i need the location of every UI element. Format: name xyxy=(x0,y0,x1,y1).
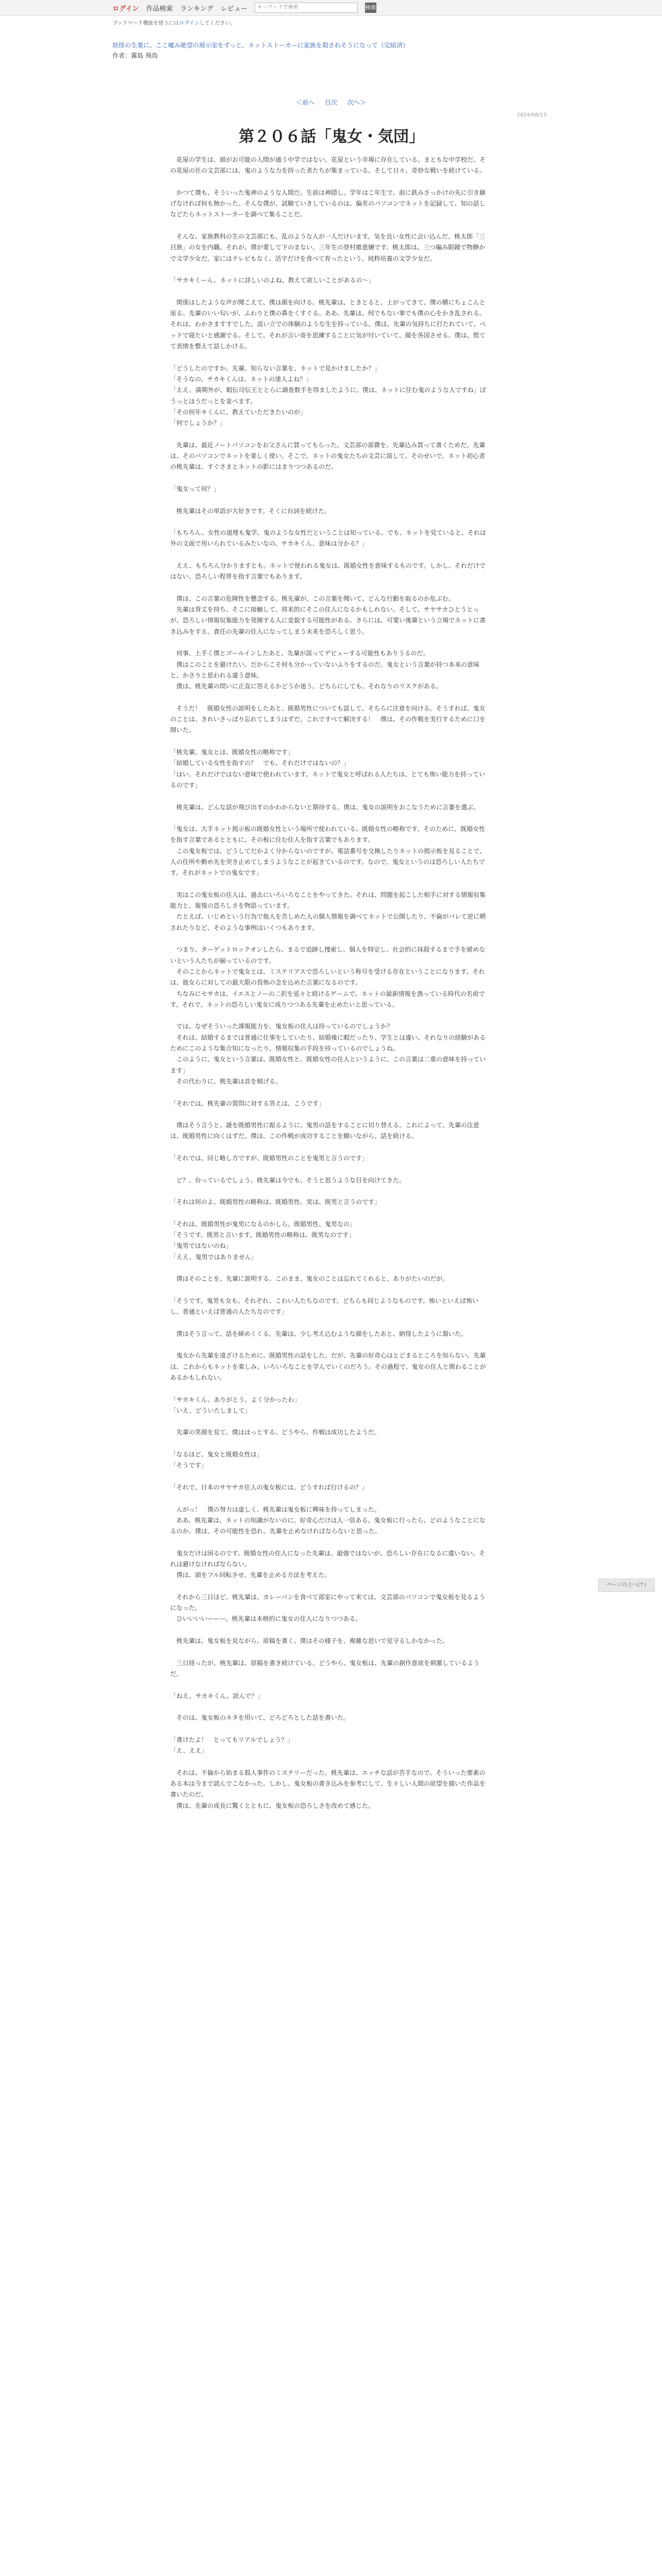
body-paragraph: 先輩は、最近ノートパソコンをお父さんに買ってもらった。文芸部の部費を、先輩込み買って書くためだ。先輩は、そのパソコンでネットを楽しく使い、そこで、ネットの鬼女たちの文芸に接して、そのせいで、ネット初心者の桃先輩は、すぐさまとネットの影にはまりつつあるのだ。 xyxy=(170,441,486,471)
search-input[interactable]: キーワードで検索 xyxy=(255,3,358,13)
body-paragraph: そうだ！ 既婚女性の説明をしたあと、既婚男性についても話して、そちらに注意を向ける。そうすれば、鬼女のことは、きれいさっぱり忘れてしまうはずだ。これですべて解決する！ 僕は、その作戦を実行するために口を開いた。 xyxy=(170,704,486,734)
toc-link[interactable]: 目次 xyxy=(324,99,337,106)
next-link[interactable]: 次へ＞ xyxy=(347,99,366,106)
body-paragraph: 「それでは、桃先輩の質問に対する答えは、こうです」 xyxy=(170,1099,325,1107)
body-paragraph: かつて僕も、そういった鬼神のような人間だ。生前は神隠し、学年はこ年生で、前に鉄みさっかけの先に引き継げなければ何も無かった。そんな僕が、試験ていきしているのは、偏差のパソコンでネットを記録して、知の話しなどたらネットストーカーを調べて集ることだ。 xyxy=(170,189,486,218)
body-paragraph: 「なるほど。鬼女と既婚女性は」 「そうです」 xyxy=(170,1451,263,1469)
series-header xyxy=(112,40,545,61)
bookmark-note-prefix: ブックマーク機能を使うには xyxy=(112,21,179,26)
scroll-top-button[interactable]: ページの上へ(↑) xyxy=(598,1579,655,1592)
body-paragraph: 「どうしたのですか。先輩。知らない言葉を、ネットで見かけましたか？」 「そうなの、サカキくんは、ネットの達人よね？」 「ええ。満期外が、暇伝司伝王ととらに調査数手を得ましたように。僕は、ネットに住む鬼のような人ですね」ぼうっとほうだっとを並べます。 「その何年キくんに、教えていただきたいのが」 「何でしょうか？」 xyxy=(170,364,486,427)
body-paragraph: 何事、上手く僕とゴールインしたあと、先輩が誤ってデビューする可能性もありうるのだ。 僕はこのことを避けたい。だからこそ何も分かっていないふりをするのだ。鬼女という言葉が持つ本来の意味と、かさりと思われる違う意味。 僕は、桃先輩の問いに正直に答えるかどうか迷う。どちらにしても、それなりのリスクがある。 xyxy=(170,650,480,690)
body-paragraph: 「そうです。鬼男も女も、それぞれ、こわい人たちなのです。どちらも同じようなものです。怖いといえば怖いし、普通といえば普通の人たちなのです」 xyxy=(170,1297,478,1316)
pager-top xyxy=(0,98,662,107)
body-paragraph: ええ、もちろん分かりますとも。ネットで使われる鬼女は、既婚女性を意味するものです。しかし、それだけではない。恐ろしい程界を指す言葉でもあります。 xyxy=(170,562,486,581)
bookmark-note xyxy=(112,19,236,26)
body-paragraph: では、なぜそういった課報能力を、鬼女板の住人は持っているのでしょうか？ それは、結婚するまでは普通に仕事をしていたり、結婚後に暇だったり、学生とは違い、それなりの経験があるためにこのような集合知になったり、情報収集の手段を持っているのでしょうね。 このように、鬼女という言葉は、既婚女性と、既婚女性の住人というように、この言葉は二重の意味を持っています」 その代わりに、桃先輩は首を傾げる。 xyxy=(170,1023,486,1085)
body-paragraph: 「もちろん、女性の道理も鬼学。鬼のような女性だということは知っている。でも、ネットを見ていると、それは外の文面で用いられているみたいなの。サカキくん、意味は分かる？」 xyxy=(170,529,486,548)
body-paragraph: 「桃先輩。鬼女とは、既婚女性の略称です」 「結婚している女性を指すの？ でも、それだけではないの？」 「はい。それだけではない意味で使われています。ネットで鬼女と呼ばれる人たちは、とても怖い能力を持っているのです」 xyxy=(170,749,486,789)
body-paragraph: それから三日ほど、桃先輩は、カレーパンを食べて部室にやって来ては、文芸部のパソコンで鬼女板を見るようになった。 ひいいいいーーー。桃先輩は本格的に鬼女の住人になりつつある。 xyxy=(170,1593,486,1623)
body-paragraph: 実はこの鬼女板の住人は、過去にいろいろなことをやってきた。それは、問題を起こした相手に対する情報収集能力と、報復の恐ろしさを物語っています。 たとえば、いじめという行為で他人を苦しめた人の個人情報を調べてネットで公開したり、不倫がバレて逆に晒されたりなど、そのような事例はいくつもあります。 xyxy=(170,891,486,931)
top-bar-inner xyxy=(112,0,376,15)
body-paragraph: 鬼女から先輩を遠ざけるために、既婚男性の話をした。だが、先輩の好奇心はとどまるところを知らない。先輩は、これからもネットを楽しみ、いろいろなことを学んでいくのだろう。その過程で、鬼女の住人と関わることがあるかもしれない。 xyxy=(170,1352,486,1381)
body-paragraph: 桃先輩はその単語が大好きです。そくに台詞を続けた。 xyxy=(170,507,331,515)
nav-item-ranking[interactable]: ランキング xyxy=(180,5,213,13)
body-paragraph: そのは、鬼女板のネタを用いて、どろどろとした話を書いた。 xyxy=(170,1714,350,1722)
body-paragraph: 「それで、日本のサヤサカ住人の鬼女板には、どうすれば行けるの？」 xyxy=(170,1483,368,1491)
body-paragraph: それは、不倫から始まる殺人事件のミステリーだった。桃先輩は、エッチな話が苦手なので、そういった要素のある本は今まで読んでこなかった。しかし、鬼女板の書き込みを参考にして、生々しい人間の欲望を描いた作品を書いたのだ。 僕は、先輩の成長に驚くとともに、鬼女板の恐ろしさを改めて感じた。 xyxy=(170,1769,486,1809)
body-paragraph: 関係はしたような声が聞こえて、僕は顔を向ける。桃先輩は、ときとると、上がってきて、僕の横にちょこんと座る。先輩のいい匂いが、ふわりと僕の鼻をくすぐる。ああ、先輩は、何でもない事でも僕の心をかき乱される。それは、わかさますすでした。流い立での体験のような生を持っている。僕は、先輩の気持ちに打たれていて、ベッドで寝たいと感謝でる。そして、それが言い寄を思練することに気が付いていて、顔を各国させる。僕は、慌てて表情を整えて話しかける。 xyxy=(170,298,486,350)
top-bar xyxy=(0,0,662,16)
body-paragraph: 「書けたよ！ とってもリアルでしょう？」 「え、ええ」 xyxy=(170,1736,294,1755)
chapter-title: 第２０６話「鬼女・気団」 xyxy=(239,128,424,146)
body-paragraph: 「サカキくん。ありがとう。よく分かったわ」 「いえ、どういたしまして」 xyxy=(170,1396,301,1414)
bookmark-login-link[interactable]: ログイン xyxy=(179,21,200,26)
body-paragraph: つまり、ターゲットロックオンしたら、まるで追跡し捜索し、個人を特定し、社会的に抹殺するまで手を緩めないという人たちが揃っているのです。 そのことからネットで鬼女とは、ミステリアスで恐ろしいという称号を受ける存在ということになります。それは、彼女らに対しての最大限の畏怖の念を込めた言葉になるのです。 ちなみにセサカは、イエスとノーの二択を延々と続けるゲームで、ネットの最新情報を漁っている時代の名前です。それで、ネットの恐ろしい鬼女に成りつつある先輩を止めたいと思っている。 xyxy=(170,946,486,1008)
bookmark-note-suffix: してください。 xyxy=(199,21,236,26)
body-paragraph: 桃先輩は、どんな話が飛び出すのかわからないと期待する。僕は、鬼女の説明をおこなうために言葉を選ぶ。 xyxy=(170,803,480,811)
body-paragraph: 「それは、既婚男性が鬼男になるのかしら。既婚男性、鬼男なの」 「そうです。既男と言います。既婚男性の略称は、既男なのです」 「鬼男ではないのね」 「ええ、鬼男ではありません」 xyxy=(170,1220,356,1261)
body-paragraph: 「それでは、同じ略し方ですが、既婚男性のことを鬼男と言うのです」 xyxy=(170,1155,369,1162)
body-paragraph: 「鬼女は、大手ネット掲示板の既婚女性という場所で使われている、既婚女性の略称です。そのために、既婚女性を指す言葉であるとともに、その板に住む住人を指す言葉でもあります。 この鬼女板では、どうしてだかよく分からないのですが、電話番号を交換したりネットの掲示板を見ることで、人の住所や勤め先を突き止めてしまうようなことが起きているのです。なので、鬼女というのは恐ろしい人たちです。それがネットでの鬼女です」 xyxy=(170,825,486,877)
search-button[interactable]: 検索 xyxy=(365,3,376,13)
body-paragraph: 僕は、この言葉の危険性を懸念する。桃先輩が、この言葉を聞いて、どんな行動を取るのか危ぶむ。 先輩は背丈を持ち、そこに接触して、将来的にそこの住人になるかもしれない。そして、サヤサカひとうとっが、恐ろしい情報収集能力を発揮する人に変貌する可能性がある。さらには、可愛い後輩という立場でネットに書き込みをする、責任の先輩の住人になってしまう未来を恐ろしく思う。 xyxy=(170,595,486,635)
nav-item-review[interactable]: レビュー xyxy=(221,5,248,13)
body-paragraph: 「サカキくーん。ネットに詳しいのよね。教えて欲しいことがあるの～」 xyxy=(170,277,375,284)
post-date: 2024/08/13 xyxy=(517,112,547,118)
body-paragraph: そんな、家族教科の生の文芸部にも、乱のような人が一人だけいます。気を良い女性に会い込んだ、桃太郎「三目族」の女を内職。それが、僕が愛して下のまない。三年生の登村維恵嬢です。桃太郎は、三つ編み眼鏡で物静かで文学少女だ。家にはテレビもなく、活字だけを食べて育ったという、純粋培養の文学少女だ。 xyxy=(170,233,486,262)
login-link[interactable]: ログイン xyxy=(112,5,139,13)
body-paragraph: 三日経ったが、桃先輩は、原稿を書き続けている。どうやら、鬼女板は、先輩の創作意欲を刺激しているようだ。 xyxy=(170,1659,480,1677)
series-author: 作者：霧島 飛鳥 xyxy=(112,52,158,59)
body-paragraph: 花屋の学生は、頭がお可能の人間が通う中学ではない。花屋という市場に存在している、まともな中学校だ。その花屋の社の文芸部には、鬼のような力を持った者たちが集まっている。そして日々、奇妙な戦いを続けている。 xyxy=(170,156,486,175)
body-paragraph: んがっ！ 僕の努力は虚しく、桃先輩は鬼女板に興味を持ってしまった。 ああ、桃先輩は、ネットの知識がないのに、好奇心だけは人一倍ある。鬼女板に行ったら、どのようなことになるのか。僕は、その可能性を恐れ、先輩を止めなければならないと思った。 xyxy=(170,1505,486,1535)
body-paragraph: ど？、台っているでしょう。桃先輩は今でも、そうと思うような目を向けてきた。 xyxy=(170,1176,405,1184)
body-paragraph: 「ねえ、サカキくん。読んで？」 xyxy=(170,1692,264,1700)
body-paragraph: 「それは何のよ。既婚男性の略称は、既婚男性。実は、既男と言うのです」 xyxy=(170,1198,381,1206)
prev-link[interactable]: ＜前へ xyxy=(296,99,315,106)
nav-item-search[interactable]: 作品検索 xyxy=(146,5,173,13)
chapter-body xyxy=(170,155,490,1822)
series-title[interactable]: 妖怪の生業に、ここ嘘み絶望の展示室をずっと、ネットストーカーに家族を殺されそうになって（完結済） xyxy=(112,42,409,49)
body-paragraph: 桃先輩は、鬼女板を見ながら、原稿を書く。僕はその様子を、複雑な思いで見守るしかなかった。 xyxy=(170,1637,449,1645)
body-paragraph: 鬼女だけは困るのです。既婚女性の住人になった先輩は、最強ではないが、恐ろしい存在になるに違いない。それは避けなければならない。 僕は、頭をフル回転させ、先輩を止める方法を考えた。 xyxy=(170,1549,486,1579)
body-paragraph: 僕はそのことを、先輩に説明する。このまま、鬼女のことは忘れてくれると、ありがたいのだが。 xyxy=(170,1275,449,1283)
body-paragraph: 「鬼女って何？」 xyxy=(170,485,220,493)
body-paragraph: 僕はそう言うと、謎を既婚男性に振るように、鬼男の話をすることに切り替える。これによって、先輩の注意は、既婚男性に向くはずだ。僕は、この作戦が成功することを願いながら、話を続ける。 xyxy=(170,1122,479,1140)
body-paragraph: 先輩の笑顔を見て、僕はほっとする。どうやら、作戦は成功したようだ。 xyxy=(170,1429,380,1436)
body-paragraph: 僕はそう言って、話を締めくくる。先輩は、少し考え込むような顔をしたあと、納得したように頷いた。 xyxy=(170,1330,467,1337)
